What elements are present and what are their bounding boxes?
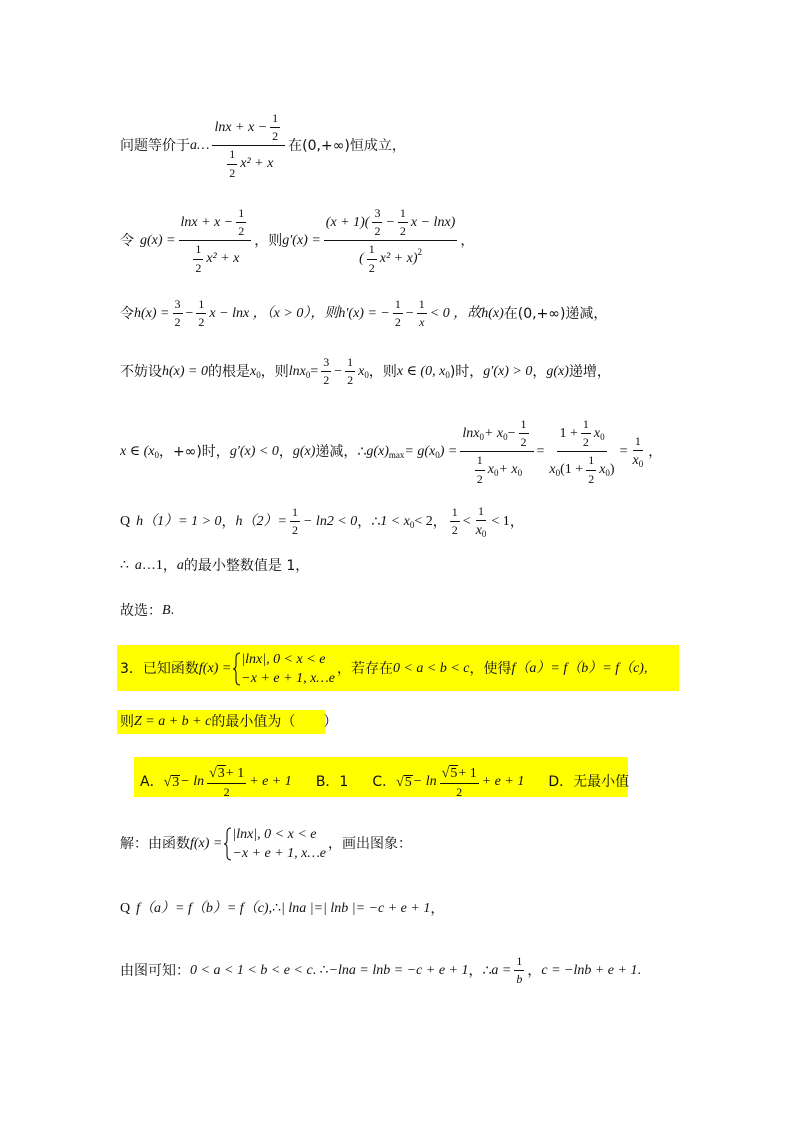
line-h-values: Q h（1）= 1 > 0 ， h（2）= $\frac{1}{2}$ − ln2 < 0 ，∴ 1 < x 0 < 2 ， $\frac{1}{2}$ < 1 x 0 < 1 ，: [120, 504, 524, 539]
fraction: lnx + x − $\frac{1}{2}$ $\frac{1}{2}$ x² + x: [179, 207, 252, 275]
line-min-integer: ∴ a …1 ， a 的最小整数值是 1，: [120, 558, 310, 574]
piecewise-brace: |lnx|, 0 < x < e −x + e + 1, x…e: [224, 827, 326, 861]
fraction: 1 + $\frac{1}{2}$ x 0 x 0 (1 + $\frac{1}{2}$ x 0 ): [549, 417, 615, 486]
line-root-x0: 不妨设 h(x) = 0 的根是 x 0 ，则 lnx 0 = $\frac{3}{2}$ − $\frac{1}{2}$ x 0 ，则 x ∈ (0, x 0 )时， g′(x) > 0 ， g(x) 递增，: [120, 355, 611, 388]
question-3-stem: 3．已知函数 f(x) = |lnx|, 0 < x < e −x + e + 1, x…e ，若存在 0 < a < b < c ，使得 f（a）= f（b）= f（c),: [120, 651, 648, 686]
line-answer: 故选： B .: [120, 603, 175, 619]
question-3-ask: 则 Z = a + b + c 的最小值为（ ）: [120, 714, 338, 730]
line-define-h: 令 h(x) = $\frac{3}{2}$ − $\frac{1}{2}$ x − lnx ，（x > 0），则 h′(x) = − $\frac{1}{2}$ − $\frac{1}{x}$ < 0 ，故 h(x) 在(0,+∞)递减，: [120, 297, 608, 330]
option-d[interactable]: D．无最小值: [548, 774, 630, 791]
fraction: lnx + x − $\frac{1}{2}$ $\frac{1}{2}$ x² + x: [212, 112, 285, 180]
option-c[interactable]: C．: [372, 774, 397, 791]
solution-line-3: 由图可知： 0 < a < 1 < b < e < c . ∴ −lna = lnb = −c + e + 1 ，∴ a = $\frac{1}{b}$ ， c = −lnb + e + 1 .: [120, 954, 641, 987]
solution-line-2: Q f（a）= f（b）= f（c), ∴ | lna |=| lnb |= −c + e + 1 ，: [120, 901, 445, 917]
line-gmax: x ∈ (x 0 ，+∞)时， g′(x) < 0 ， g(x) 递减，∴ g(x) max = g(x 0 ) = lnx 0 + x 0 − $\frac{1}{2}$ $\frac{1}{2}$ x 0 + x 0 = 1 + $\frac{1}{2}$ x 0 x 0 (1 + $\frac{1}{2}$ x 0 ) = 1 x 0 ，: [120, 417, 663, 486]
question-3-options: A． √ 3 − ln √ 3 + 1 2 + e + 1 B．1 C． √ 5 − ln √ 5 + 1 2 + e + 1 D．无最小值: [140, 765, 630, 800]
option-b[interactable]: B．1: [315, 774, 349, 791]
fraction: lnx 0 + x 0 − $\frac{1}{2}$ $\frac{1}{2}$ x 0 + x 0: [460, 418, 533, 486]
line-equivalent-condition: 问题等价于 a … lnx + x − $\frac{1}{2}$ $\frac{1}{2}$ x² + x 在(0,+∞)恒成立，: [120, 111, 406, 180]
solution-line-1: 解：由函数 f(x) = |lnx|, 0 < x < e −x + e + 1, x…e ，画出图象：: [120, 826, 413, 861]
line-define-g: 令 g(x) = lnx + x − $\frac{1}{2}$ $\frac{1}{2}$ x² + x ，则 g′(x) = (x + 1)( $\frac{3}{2}$ − $\frac{1}{2}$ x − lnx) ( $\frac{1}{2}$ x² + x) 2 ，: [120, 206, 475, 275]
piecewise-brace: |lnx|, 0 < x < e −x + e + 1, x…e: [233, 652, 335, 686]
option-a[interactable]: A．: [140, 774, 164, 791]
fraction: (x + 1)( $\frac{3}{2}$ − $\frac{1}{2}$ x − lnx) ( $\frac{1}{2}$ x² + x) 2: [325, 206, 456, 275]
